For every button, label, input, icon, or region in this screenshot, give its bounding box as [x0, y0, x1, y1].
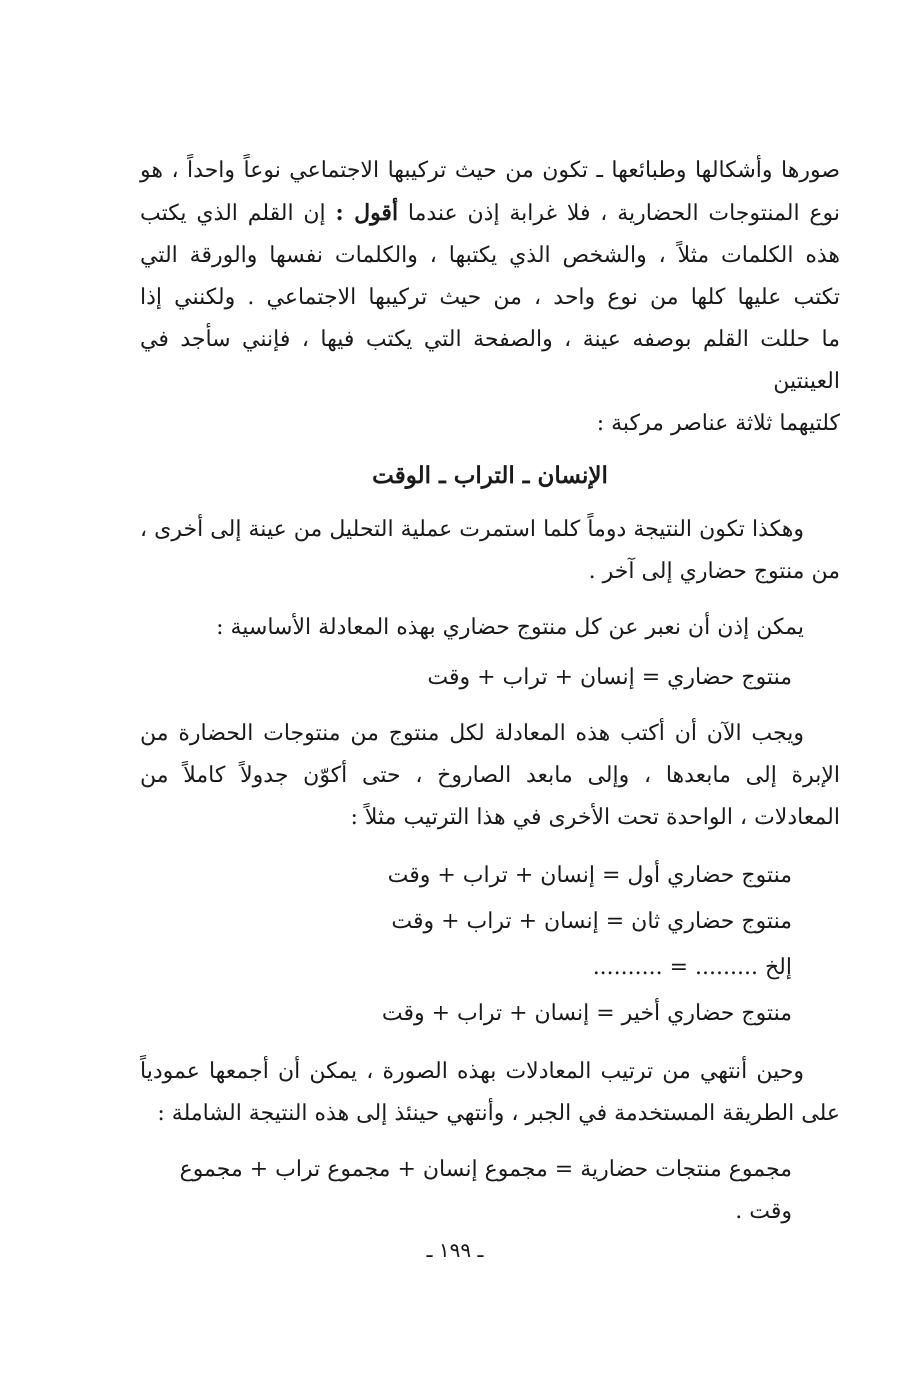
- equation-basic: منتوج حضاري = إنسان + تراب + وقت: [427, 665, 792, 690]
- equation-line: منتوج حضاري أخير = إنسان + تراب + وقت: [381, 1001, 792, 1026]
- text-fragment: إن القلم الذي يكتب: [140, 201, 326, 226]
- text-line: ما حللت القلم بوصفه عينة ، والصفحة التي يكتب فيها ، فإنني سأجد في العينتين: [140, 327, 840, 394]
- text-fragment: نوع المنتوجات الحضارية ، فلا غرابة إذن عندما: [407, 201, 840, 226]
- paragraph-3: يمكن إذن أن نعبر عن كل منتوج حضاري بهذه المعادلة الأساسية :: [216, 615, 804, 640]
- spacer: [140, 1037, 840, 1051]
- spacer: [140, 839, 840, 853]
- spacer: [140, 1135, 840, 1149]
- equation-line: منتوج حضاري ثان = إنسان + تراب + وقت: [391, 909, 792, 934]
- bold-word: أقول :: [335, 200, 399, 226]
- paragraph-2: [140, 509, 840, 593]
- text-line: على الطريقة المستخدمة في الجبر ، وأنتهي حينئذ إلى هذه النتيجة الشاملة :: [157, 1101, 840, 1126]
- text-line: كلتيهما ثلاثة عناصر مركبة :: [596, 411, 840, 436]
- text-line: وحين أنتهي من ترتيب المعادلات بهذه الصورة ، يمكن أن أجمعها عمودياً: [140, 1059, 804, 1084]
- text-line: هذه الكلمات مثلاً ، والشخص الذي يكتبها ، والكلمات نفسها والورقة التي: [140, 243, 840, 268]
- text-line: الإبرة إلى مابعدها ، وإلى مابعد الصاروخ ، حتى أكوّن جدولاً كاملاً من: [140, 763, 840, 788]
- page-number: ـ ١٩٩ ـ: [426, 1238, 484, 1262]
- text-line: تكتب عليها كلها من نوع واحد ، من حيث تركيبها الاجتماعي . ولكنني إذا: [140, 285, 840, 310]
- spacer: [140, 705, 840, 713]
- spacer: [140, 593, 840, 607]
- spacer: [140, 649, 840, 657]
- equations-list: [140, 853, 840, 1037]
- paragraph-5: [140, 1051, 840, 1135]
- text-line: صورها وأشكالها وطبائعها ـ تكون من حيث تركيبها الاجتماعي نوعاً واحداً ، هو: [140, 158, 840, 183]
- page-body: [140, 150, 840, 1233]
- text-line: من منتوج حضاري إلى آخر .: [588, 559, 840, 584]
- paragraph-4: [140, 713, 840, 839]
- text-line: المعادلات ، الواحدة تحت الأخرى في هذا الترتيب مثلاً :: [350, 805, 840, 830]
- equation-line: منتوج حضاري أول = إنسان + تراب + وقت: [387, 863, 792, 888]
- paragraph-1: [140, 150, 840, 445]
- equation-total: مجموع منتجات حضارية = مجموع إنسان + مجموع تراب + مجموع وقت .: [179, 1157, 792, 1224]
- equation-line: إلخ ......... = ..........: [592, 955, 792, 980]
- section-heading: الإنسان ـ التراب ـ الوقت: [372, 462, 608, 489]
- text-line: [140, 192, 840, 235]
- text-line: وهكذا تكون النتيجة دوماً كلما استمرت عملية التحليل من عينة إلى أخرى ،: [140, 517, 804, 542]
- text-line: ويجب الآن أن أكتب هذه المعادلة لكل منتوج من منتوجات الحضارة من: [140, 721, 804, 746]
